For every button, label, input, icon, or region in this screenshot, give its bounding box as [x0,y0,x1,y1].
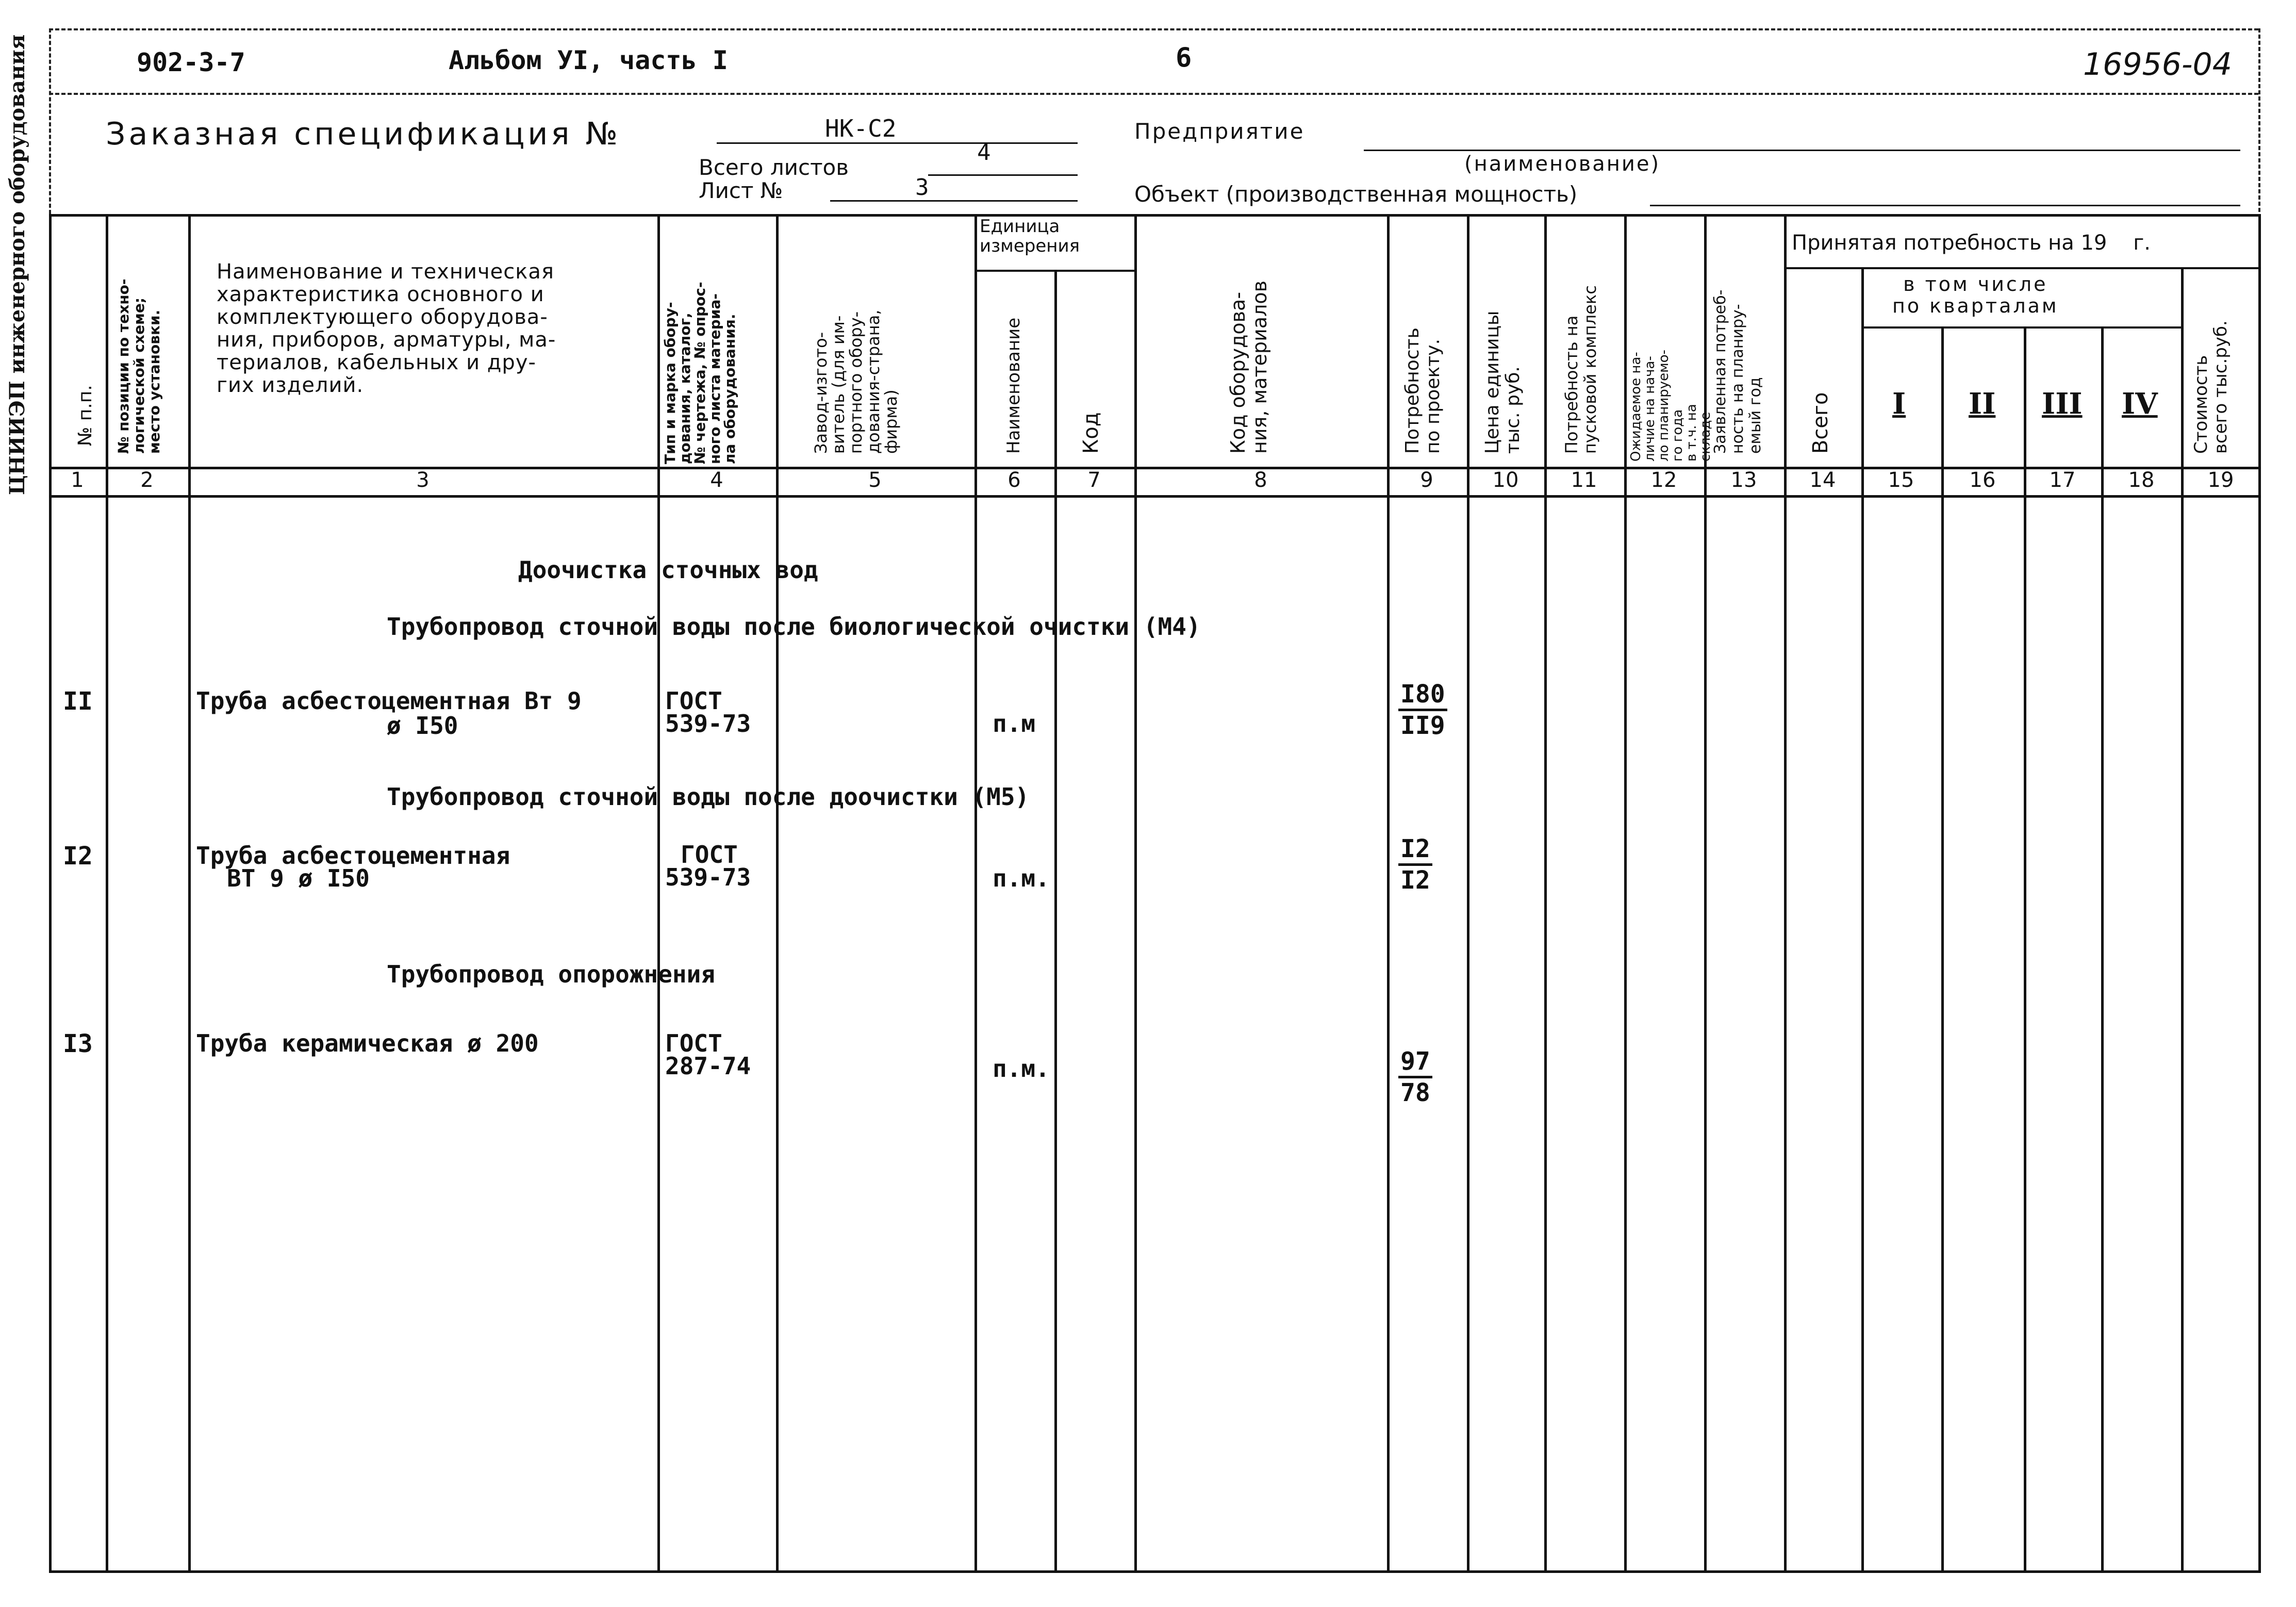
colnum-18: 18 [2128,468,2155,492]
row-3-need-top: 97 [1398,1047,1432,1078]
subheading-m4: Трубопровод сточной воды после биологической очистки (М4) [387,613,1201,641]
header-col13: Заявленная потреб- ность на планиру- емый год [1711,289,1764,454]
header-col5: Завод-изгото- витель (для им- портного обору- дования-страна, фирма) [811,309,901,454]
row-3-name: Труба керамическая ø 200 [196,1029,539,1057]
top-dash-border [49,28,2258,30]
header-col18: IV [2122,387,2158,421]
total-sheets-label: Всего листов [699,155,849,180]
colnum-19: 19 [2207,468,2234,492]
spec-title: Заказная спецификация № [106,116,621,152]
header-col12: Ожидаемое на- личие на нача- ло планируемо- го года в т.ч. на складе [1628,349,1713,462]
col-sep-18 [2181,268,2184,1573]
row-2-need-top: I2 [1398,834,1432,866]
col-sep-10 [1544,214,1547,1573]
unit-group-line [974,270,1134,272]
right-dash-border [2258,28,2260,224]
row-2-gost: ГОСТ [681,841,738,868]
row-1-name: Труба асбестоцементная Вт 9 [196,687,582,715]
colnum-14: 14 [1809,468,1836,492]
colnum-2: 2 [140,468,154,492]
sheet-label: Лист № [699,178,783,203]
row-3-gost: ГОСТ [665,1029,722,1057]
col-sep-2 [188,214,191,1573]
header-col11: Потребность на пусковой комплекс [1562,285,1600,454]
colnum-1: 1 [71,468,84,492]
row-1-unit: п.м [993,710,1036,737]
row-3-gost-number: 287-74 [665,1052,751,1080]
row-3-need [1398,1047,1432,1107]
colnum-4: 4 [710,468,723,492]
header-col4: Тип и марка обору- дования, каталог, № чертежа, № опрос- ного листа материа- ла оборудования. [662,282,738,464]
album-label: Альбом УI, часть I [449,45,728,75]
column-number-border [49,495,2261,498]
row-3-number: I3 [63,1029,93,1058]
col-sep-14 [1861,268,1864,1573]
header-col7: Код [1079,412,1103,454]
colnum-13: 13 [1730,468,1757,492]
subheading-m5: Трубопровод сточной воды после доочистки (М5) [387,783,1030,811]
row-1-number: II [63,687,93,716]
row-3-need-bottom: 78 [1400,1078,1430,1107]
header-col9: Потребность по проекту. [1402,327,1444,454]
total-sheets-value: 4 [977,139,991,166]
spec-number: НК-С2 [825,114,897,142]
header-col14: Всего [1809,392,1832,454]
header-col1: № п.п. [75,385,96,446]
quarter-group-line [1861,326,2181,329]
row-1-gost: ГОСТ [665,687,722,715]
table-right-border [2258,214,2261,1573]
sheet-number: 3 [915,174,929,201]
table-top-border [49,214,2261,217]
col-sep-7 [1134,214,1137,1573]
header-col17: III [2042,387,2083,421]
col-sep-9 [1467,214,1469,1573]
spec-number-underline [717,142,1078,144]
colnum-9: 9 [1420,468,1433,492]
sheet-number-underline [830,200,1078,202]
side-stamp: ЦНИИЭП инженерного оборудования [5,34,29,495]
colnum-6: 6 [1007,468,1021,492]
table-left-border [49,214,52,1573]
col-sep-1 [106,214,108,1573]
row-2-need-bottom: I2 [1400,866,1430,895]
top-dash-separator [49,93,2258,95]
colnum-5: 5 [868,468,882,492]
col-sep-16 [2024,327,2026,1573]
row-3-unit: п.м. [993,1055,1050,1083]
object-underline [1650,205,2240,206]
row-1-gost-number: 539-73 [665,710,751,737]
total-sheets-underline [928,174,1078,176]
colnum-10: 10 [1492,468,1519,492]
row-2-need [1398,834,1432,895]
header-quarter-group: в том числе по кварталам [1892,273,2059,317]
row-2-unit: п.м. [993,864,1050,892]
enterprise-label: Предприятие [1134,119,1305,144]
header-col10: Цена единицы тыс. руб. [1482,310,1524,454]
header-unit-group: Единица измерения [980,216,1080,256]
colnum-7: 7 [1087,468,1101,492]
col-sep-15 [1941,327,1944,1573]
col-sep-17 [2101,327,2104,1573]
need-group-line [1784,267,2258,269]
col-sep-8 [1387,214,1390,1573]
header-col19: Стоимость всего тыс.руб. [2191,320,2231,454]
header-col2: № позиции по техно- логической схеме; место установки. [115,278,163,454]
section-heading: Доочистка сточных вод [518,556,818,584]
col-sep-13 [1784,214,1787,1573]
colnum-17: 17 [2049,468,2076,492]
header-col3: Наименование и техническая характеристика основного и комплектующего оборудова- ния, приборов, арматуры, ма- териалов, кабельных и дру- гих изделий. [217,260,556,397]
name-hint: (наименование) [1464,152,1661,176]
col-sep-4 [776,214,779,1573]
colnum-8: 8 [1254,468,1267,492]
col-sep-11 [1624,214,1627,1573]
col-sep-3 [657,214,660,1573]
enterprise-underline [1364,150,2240,151]
document-number: 16956-04 [2083,46,2232,83]
left-dash-border [49,28,51,214]
subheading-drain: Трубопровод опорожнения [387,960,715,988]
col-sep-6 [1054,271,1057,1573]
header-need-group: Принятая потребность на 19 г. [1792,231,2151,255]
colnum-12: 12 [1650,468,1677,492]
colnum-11: 11 [1571,468,1597,492]
row-2-number: I2 [63,842,93,871]
colnum-3: 3 [416,468,430,492]
row-1-need-bottom: II9 [1400,711,1445,740]
header-col16: II [1969,387,1996,421]
object-label: Объект (производственная мощность) [1134,182,1578,207]
colnum-16: 16 [1969,468,1996,492]
header-col15: I [1892,387,1906,421]
row-2-gost-number: 539-73 [665,863,751,891]
row-2-name-diameter: ВТ 9 ø I50 [227,864,370,892]
colnum-15: 15 [1888,468,1914,492]
col-sep-5 [974,214,977,1573]
table-bottom-border [49,1570,2261,1573]
header-col6: Наименование [1003,317,1024,454]
row-1-need [1398,680,1447,740]
project-code: 902-3-7 [137,47,245,77]
row-1-name-diameter: ø I50 [387,712,458,740]
page-number: 6 [1176,42,1192,73]
header-col8: Код оборудова- ния, материалов [1227,280,1271,454]
row-1-need-top: I80 [1398,680,1447,711]
row-2-name: Труба асбестоцементная [196,842,510,870]
